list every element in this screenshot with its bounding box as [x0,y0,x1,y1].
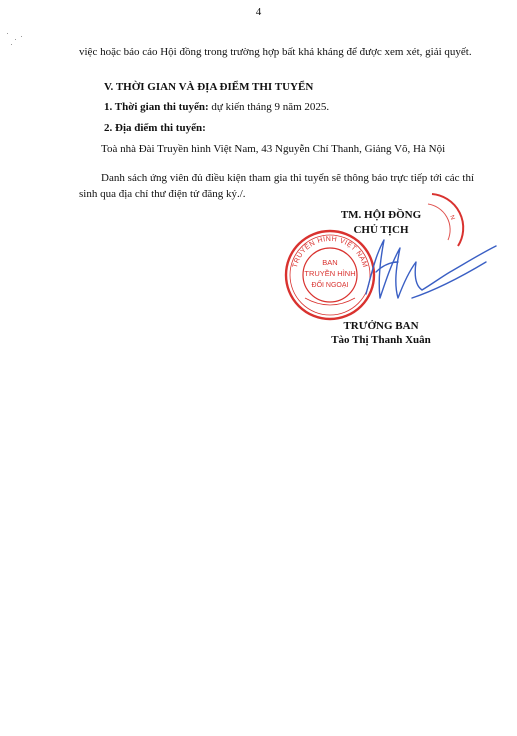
scan-speck [7,33,8,34]
exam-location-item [104,121,206,136]
section-heading: V. THỜI GIAN VÀ ĐỊA ĐIỂM THI TUYỂN [104,81,314,93]
svg-text:N: N [448,214,456,221]
chairman-label: CHỦ TỊCH [353,224,409,236]
signature-icon [360,232,500,322]
exam-time-item [104,100,329,115]
exam-time-label: 1. Thời gian thi tuyển: [104,101,209,113]
continuation-paragraph: việc hoặc báo cáo Hội đồng trong trường hợp bất khả kháng để được xem xét, giải quyết. [79,46,472,58]
scan-speck [21,36,22,37]
svg-text:TRUYỀN HÌNH: TRUYỀN HÌNH [304,269,356,278]
council-label: TM. HỘI ĐỒNG [340,209,422,221]
svg-text:ĐỐI NGOẠI: ĐỐI NGOẠI [311,282,349,289]
signer-name: Tào Thị Thanh Xuân [331,334,431,346]
scan-speck [15,39,16,40]
svg-text:BAN: BAN [322,258,338,267]
exam-time-value: dự kiến tháng 9 năm 2025. [208,101,330,113]
signer-title: TRƯỞNG BAN [343,320,419,332]
page-number: 4 [255,6,262,18]
svg-text:TRUYỀN HÌNH VIỆT NAM: TRUYỀN HÌNH VIỆT NAM [291,235,369,269]
candidate-notice-paragraph: Danh sách ứng viên đủ điều kiện tham gia thi tuyển sẽ thông báo trực tiếp tới các thí sinh qua địa chỉ thư điện tử đăng ký./. [79,172,474,200]
address-paragraph: Toà nhà Đài Truyền hình Việt Nam, 43 Nguyễn Chí Thanh, Giảng Võ, Hà Nội [101,143,446,155]
scan-speck [11,44,12,45]
exam-location-label: 2. Địa điểm thi tuyển: [104,122,206,134]
